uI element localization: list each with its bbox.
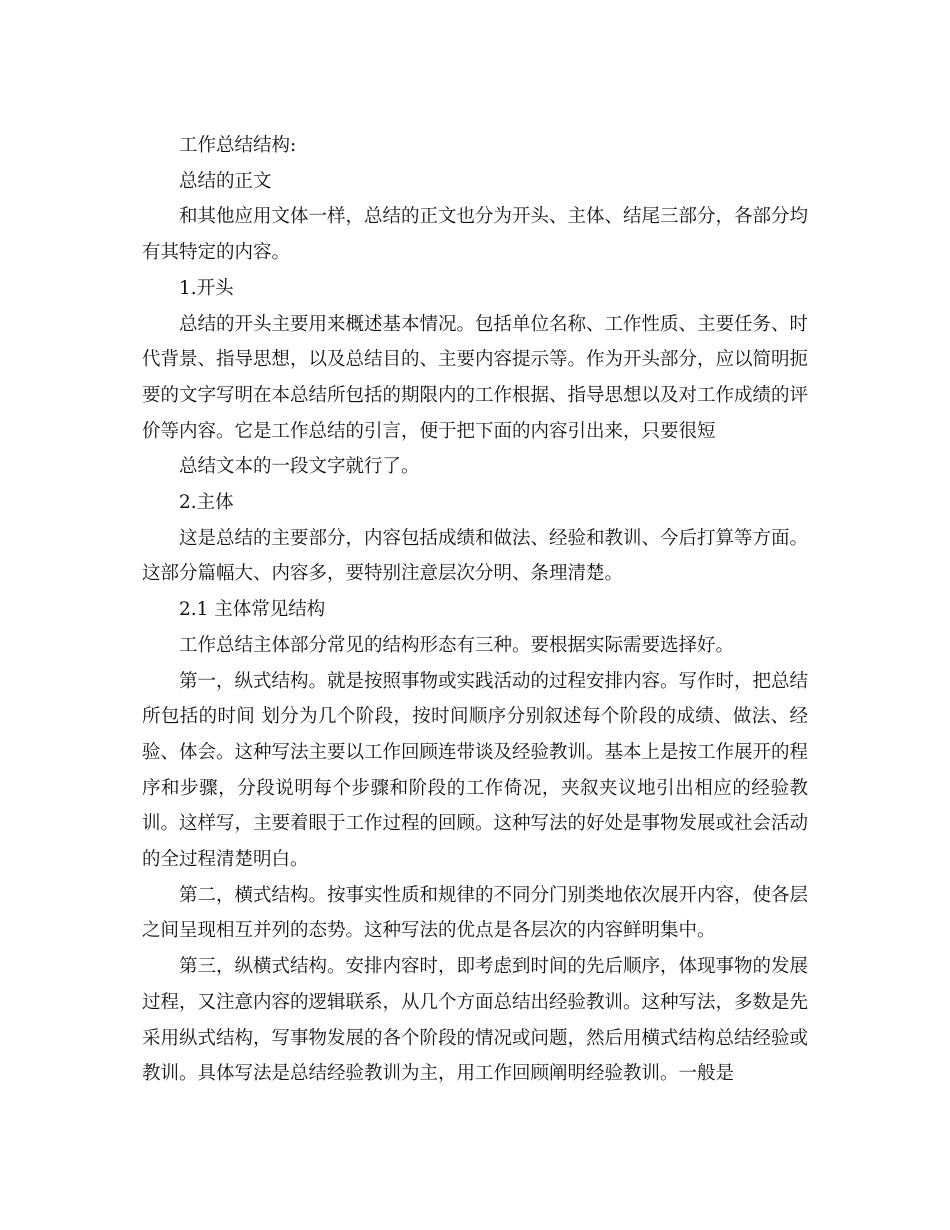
paragraph: 第一，纵式结构。就是按照事物或实践活动的过程安排内容。写作时，把总结所包括的时间 划分为几个阶段，按时间顺序分别叙述每个阶段的成绩、做法、经验、体会。这种写法主要以工作回顾连带谈及经验教训。基本上是按工作展开的程序和步骤，分段说明每个步骤和阶段的工作倚况，夹叙夹议地引出相应的经验教训。这样写，主要着眼于工作过程的回顾。这种写法的好处是事物发展或社会活动的全过程清楚明白。: [142, 670, 809, 871]
paragraph-title: 工作总结结构:: [179, 135, 297, 156]
paragraph: 总结的开头主要用来概述基本情况。包括单位名称、工作性质、主要任务、时代背景、指导思想，以及总结目的、主要内容提示等。作为开头部分，应以简明扼要的文字写明在本总结所包括的期限内的工作根据、指导思想以及对工作成绩的评价等内容。它是工作总结的引言，便于把下面的内容引出来，只要很短: [142, 313, 809, 442]
paragraph-subtitle: 总结的正文: [179, 170, 272, 192]
paragraph: 第三，纵横式结构。安排内容时，即考虑到时间的先后顺序，体现事物的发展过程，又注意内容的逻辑联系，从几个方面总结出经验教训。这种写法，多数是先采用纵式结构，写事物发展的各个阶段的情况或问题，然后用横式结构总结经验或教训。具体写法是总结经验教训为主，用工作回顾阐明经验教训。一般是: [142, 956, 809, 1085]
document-body: [142, 128, 808, 1092]
paragraph: 工作总结主体部分常见的结构形态有三种。要根据实际需要选择好。: [179, 634, 735, 656]
section-heading-structure: 2.1 主体常见结构: [179, 599, 326, 621]
section-heading-body: 2.主体: [179, 492, 234, 514]
section-heading-opening: 1.开头: [179, 277, 234, 299]
paragraph: 第二，横式结构。按事实性质和规律的不同分门别类地依次展开内容，使各层之间呈现相互并列的态势。这种写法的优点是各层次的内容鲜明集中。: [142, 884, 809, 942]
paragraph: 总结文本的一段文字就行了。: [179, 456, 420, 478]
paragraph: 和其他应用文体一样，总结的正文也分为开头、主体、结尾三部分，各部分均有其特定的内容。: [142, 206, 809, 264]
paragraph: 这是总结的主要部分，内容包括成绩和做法、经验和教训、今后打算等方面。这部分篇幅大、内容多，要特别注意层次分明、条理清楚。: [142, 527, 809, 585]
